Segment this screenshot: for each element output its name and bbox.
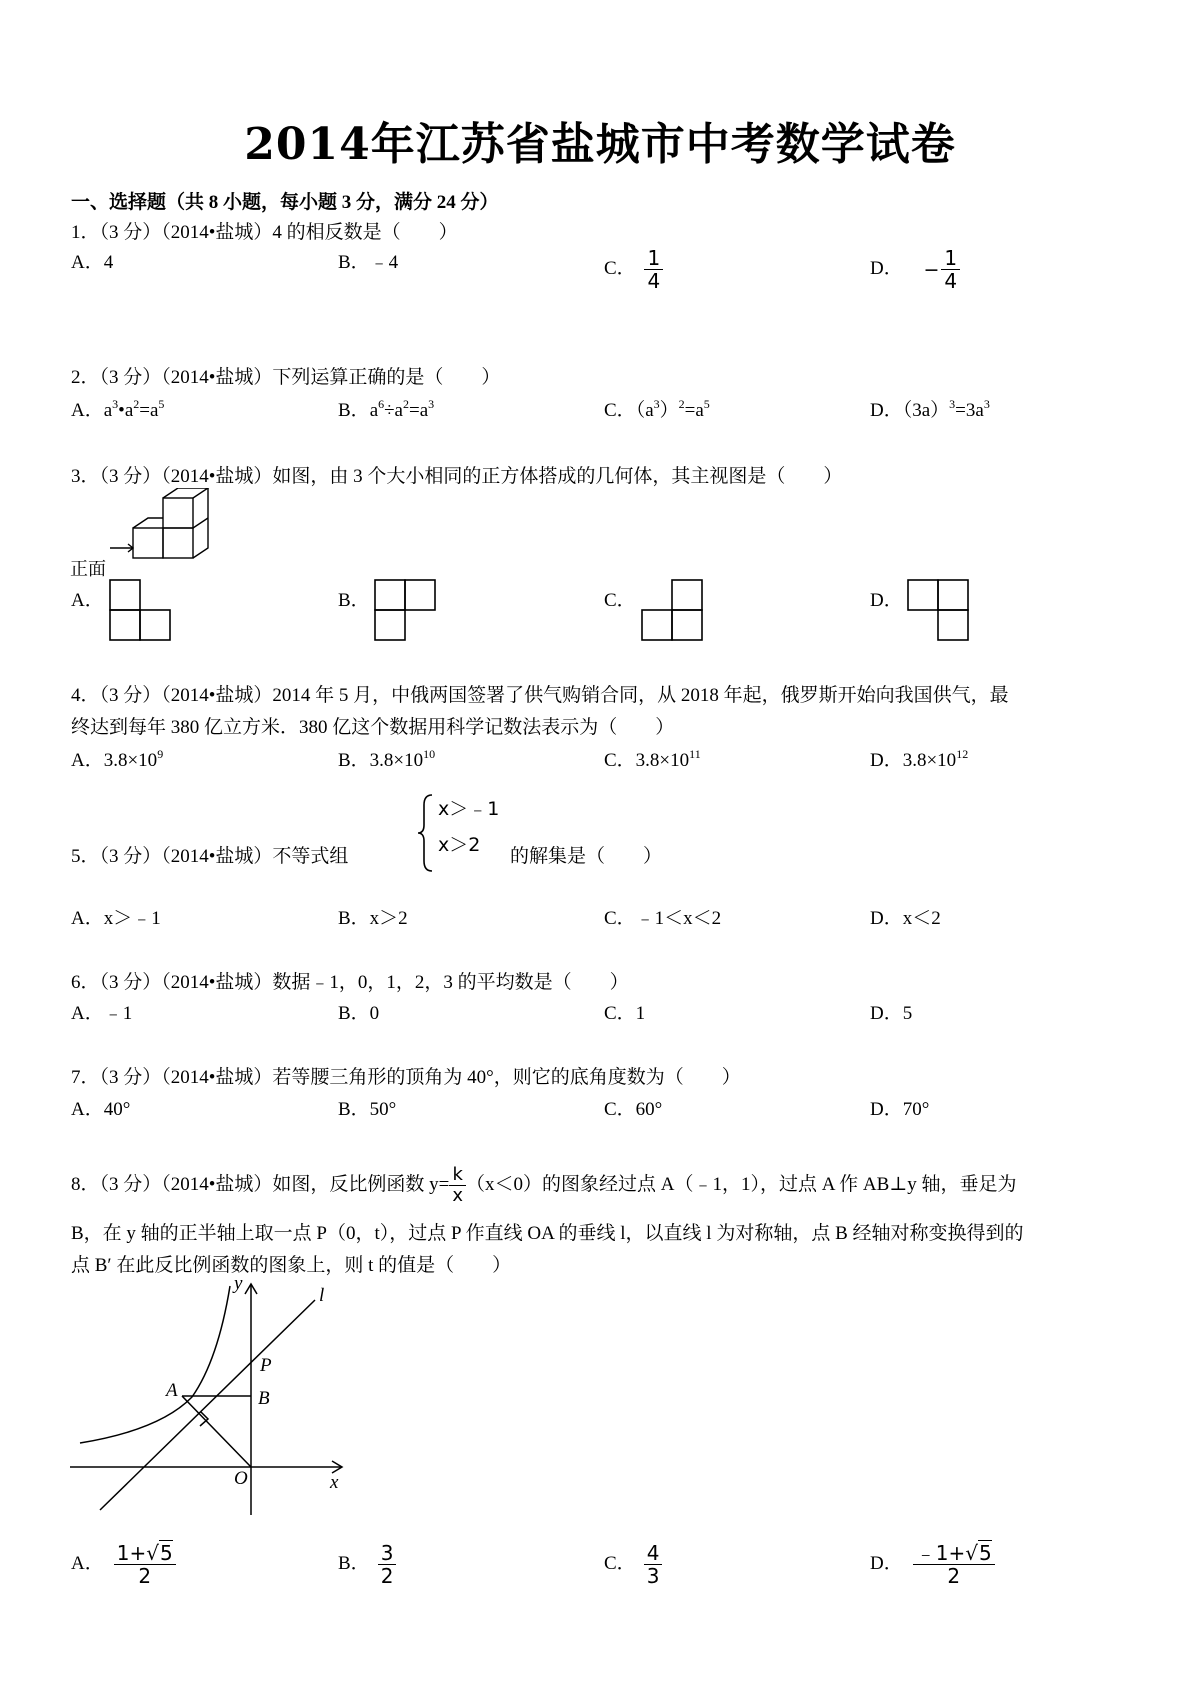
q3-option-d-figure[interactable] xyxy=(906,578,972,644)
q8-option-b-fraction xyxy=(378,1542,397,1587)
q4-option-c[interactable] xyxy=(604,745,701,772)
fraction-denominator: 4 xyxy=(944,269,958,293)
option-prefix: C． xyxy=(604,400,636,421)
option-prefix: A． xyxy=(71,1552,104,1574)
q2-option-d[interactable]: D．$(3a)^3=3a^3$ xyxy=(870,397,990,421)
q3-option-c-figure[interactable] xyxy=(640,578,706,644)
q4-option-b[interactable] xyxy=(338,745,435,772)
q6-option-c[interactable]: C．1 xyxy=(604,1003,646,1024)
stem-prefix: 8．（3 分）（2014•盐城）如图，反比例函数 y= xyxy=(71,1173,450,1195)
fraction-denominator: 3 xyxy=(646,1564,660,1588)
fraction-numerator: 3 xyxy=(378,1542,397,1565)
exponent: 10 xyxy=(423,747,436,761)
segment-oa xyxy=(182,1396,251,1467)
q8-option-d[interactable] xyxy=(870,1542,995,1587)
option-text: C．3.8×10 xyxy=(604,750,690,771)
q3-option-b-figure[interactable] xyxy=(373,578,439,644)
q8-option-a-fraction xyxy=(114,1542,176,1587)
graph-label-l: l xyxy=(319,1285,325,1306)
q8-option-c-fraction xyxy=(644,1542,663,1587)
question-4-stem-line-1: 4．（3 分）（2014•盐城）2014 年 5 月，中俄两国签署了供气购销合同，从 2018 年起，俄罗斯开始向我国供气，最 xyxy=(71,685,1009,706)
left-brace-icon xyxy=(416,793,436,873)
q6-option-b[interactable]: B．0 xyxy=(338,1003,380,1024)
q1-option-a[interactable]: A．4 xyxy=(71,252,114,273)
question-6-stem: 6．（3 分）（2014•盐城）数据﹣1，0，1，2，3 的平均数是（ ） xyxy=(71,972,629,993)
inequality-2: x＞2 xyxy=(438,834,481,856)
q5-option-c[interactable]: C．﹣1＜x＜2 xyxy=(604,908,722,929)
option-text: A．3.8×10 xyxy=(71,750,158,771)
graph-label-x: x xyxy=(330,1472,339,1493)
sqrt-radicand: 5 xyxy=(159,1541,173,1565)
fraction-numerator: 1 xyxy=(644,247,663,270)
option-text: D．3.8×10 xyxy=(870,750,957,771)
k-over-x-fraction xyxy=(449,1165,466,1206)
q1-option-c-prefix: C． xyxy=(604,257,636,279)
exponent: 9 xyxy=(157,747,164,761)
graph-label-p: P xyxy=(260,1355,272,1376)
stem-suffix: （x＜0）的图象经过点 A（﹣1，1），过点 A 作 AB⊥y 轴，垂足为 xyxy=(466,1173,1017,1195)
q8-option-d-fraction xyxy=(913,1542,995,1587)
graph-label-y: y xyxy=(234,1273,243,1294)
fraction-denominator: 2 xyxy=(138,1564,152,1588)
q3-option-a-figure[interactable] xyxy=(108,578,174,644)
q8-option-a[interactable] xyxy=(71,1542,176,1587)
fraction-denominator: x xyxy=(452,1185,464,1206)
question-1-stem: 1．（3 分）（2014•盐城）4 的相反数是（ ） xyxy=(71,222,458,243)
section-heading: 一、选择题（共 8 小题，每小题 3 分，满分 24 分） xyxy=(71,192,499,213)
graph-label-b: B xyxy=(258,1388,270,1409)
question-4-stem-line-2: 终达到每年 380 亿立方米．380 亿这个数据用科学记数法表示为（ ） xyxy=(71,717,675,738)
q1-option-d-fraction xyxy=(941,247,960,292)
option-text: B．3.8×10 xyxy=(338,750,424,771)
option-prefix: D． xyxy=(870,400,903,421)
question-5-stem-prefix: 5．（3 分）（2014•盐城）不等式组 xyxy=(71,846,349,867)
option-prefix: D． xyxy=(870,1552,903,1574)
line-l xyxy=(100,1300,315,1510)
q3-option-d-label[interactable]: D． xyxy=(870,590,903,611)
q2-option-b[interactable]: B．$a^6\div a^2=a^3$ xyxy=(338,397,435,421)
option-prefix: C． xyxy=(604,1552,636,1574)
option-prefix: B． xyxy=(338,1552,370,1574)
q8-option-c[interactable] xyxy=(604,1542,662,1587)
q3-option-a-label[interactable]: A． xyxy=(71,590,104,611)
q5-option-d[interactable]: D．x＜2 xyxy=(870,908,941,929)
question-5-stem-suffix: 的解集是（ ） xyxy=(510,846,663,867)
graph-label-a: A xyxy=(166,1380,178,1401)
q1-option-c[interactable] xyxy=(604,247,663,292)
q3-option-c-label[interactable]: C． xyxy=(604,590,636,611)
fraction-numerator: ﹣1+√5 xyxy=(913,1542,995,1565)
q7-option-c[interactable]: C．60° xyxy=(604,1099,663,1120)
option-prefix: A． xyxy=(71,400,104,421)
numerator-term: 1+ xyxy=(116,1541,147,1565)
fraction-numerator: k xyxy=(449,1165,465,1186)
inverse-function-graph xyxy=(70,1280,360,1520)
q5-option-a[interactable]: A．x＞﹣1 xyxy=(71,908,161,929)
fraction-denominator: 2 xyxy=(947,1564,961,1588)
fraction-numerator: 1 xyxy=(941,247,960,270)
fraction-denominator: 2 xyxy=(380,1564,394,1588)
q6-option-d[interactable]: D．5 xyxy=(870,1003,913,1024)
q1-option-d-prefix: D． xyxy=(870,257,903,279)
q1-option-d[interactable] xyxy=(870,247,960,292)
fraction-numerator: 4 xyxy=(644,1542,663,1565)
exponent: 11 xyxy=(689,747,701,761)
exponent: 12 xyxy=(956,747,969,761)
fraction-numerator: 1+√5 xyxy=(114,1542,176,1565)
front-view-label: 正面 xyxy=(70,559,106,580)
q8-option-b[interactable] xyxy=(338,1542,396,1587)
q2-option-a[interactable]: A．$a^3•a^2=a^5$ xyxy=(71,397,165,421)
q2-option-c[interactable]: C．$(a^3)^2=a^5$ xyxy=(604,397,710,421)
question-8-stem-line-3: 点 B′ 在此反比例函数的图象上，则 t 的值是（ ） xyxy=(71,1255,512,1276)
q6-option-a[interactable]: A．﹣1 xyxy=(71,1003,133,1024)
inequality-1: x＞﹣1 xyxy=(438,798,500,820)
question-3-stem: 3．（3 分）（2014•盐城）如图，由 3 个大小相同的正方体搭成的几何体，其主视图是（ ） xyxy=(71,466,843,487)
q4-option-a[interactable] xyxy=(71,745,163,772)
numerator-term: ﹣1+ xyxy=(915,1541,966,1565)
question-2-stem: 2．（3 分）（2014•盐城）下列运算正确的是（ ） xyxy=(71,367,501,388)
question-7-stem: 7．（3 分）（2014•盐城）若等腰三角形的顶角为 40°，则它的底角度数为（ ） xyxy=(71,1067,741,1088)
q7-option-a[interactable]: A．40° xyxy=(71,1099,131,1120)
question-8-stem-line-2: B，在 y 轴的正半轴上取一点 P（0，t），过点 P 作直线 OA 的垂线 l，以直线 l 为对称轴，点 B 经轴对称变换得到的 xyxy=(71,1223,1024,1244)
fraction-denominator: 4 xyxy=(647,269,661,293)
fraction-sign: − xyxy=(923,258,940,281)
q1-option-b[interactable]: B．﹣4 xyxy=(338,252,399,273)
q1-option-c-fraction xyxy=(644,247,663,292)
q7-option-b[interactable]: B．50° xyxy=(338,1099,397,1120)
q7-option-d[interactable]: D．70° xyxy=(870,1099,930,1120)
q3-option-b-label[interactable]: B． xyxy=(338,590,370,611)
q4-option-d[interactable] xyxy=(870,745,968,772)
question-8-stem-line-1 xyxy=(71,1165,1016,1206)
sqrt-radicand: 5 xyxy=(978,1541,992,1565)
page-title: 2014年江苏省盐城市中考数学试卷 xyxy=(244,119,956,170)
option-prefix: B． xyxy=(338,400,370,421)
q5-option-b[interactable]: B．x＞2 xyxy=(338,908,408,929)
graph-label-o: O xyxy=(234,1468,248,1489)
